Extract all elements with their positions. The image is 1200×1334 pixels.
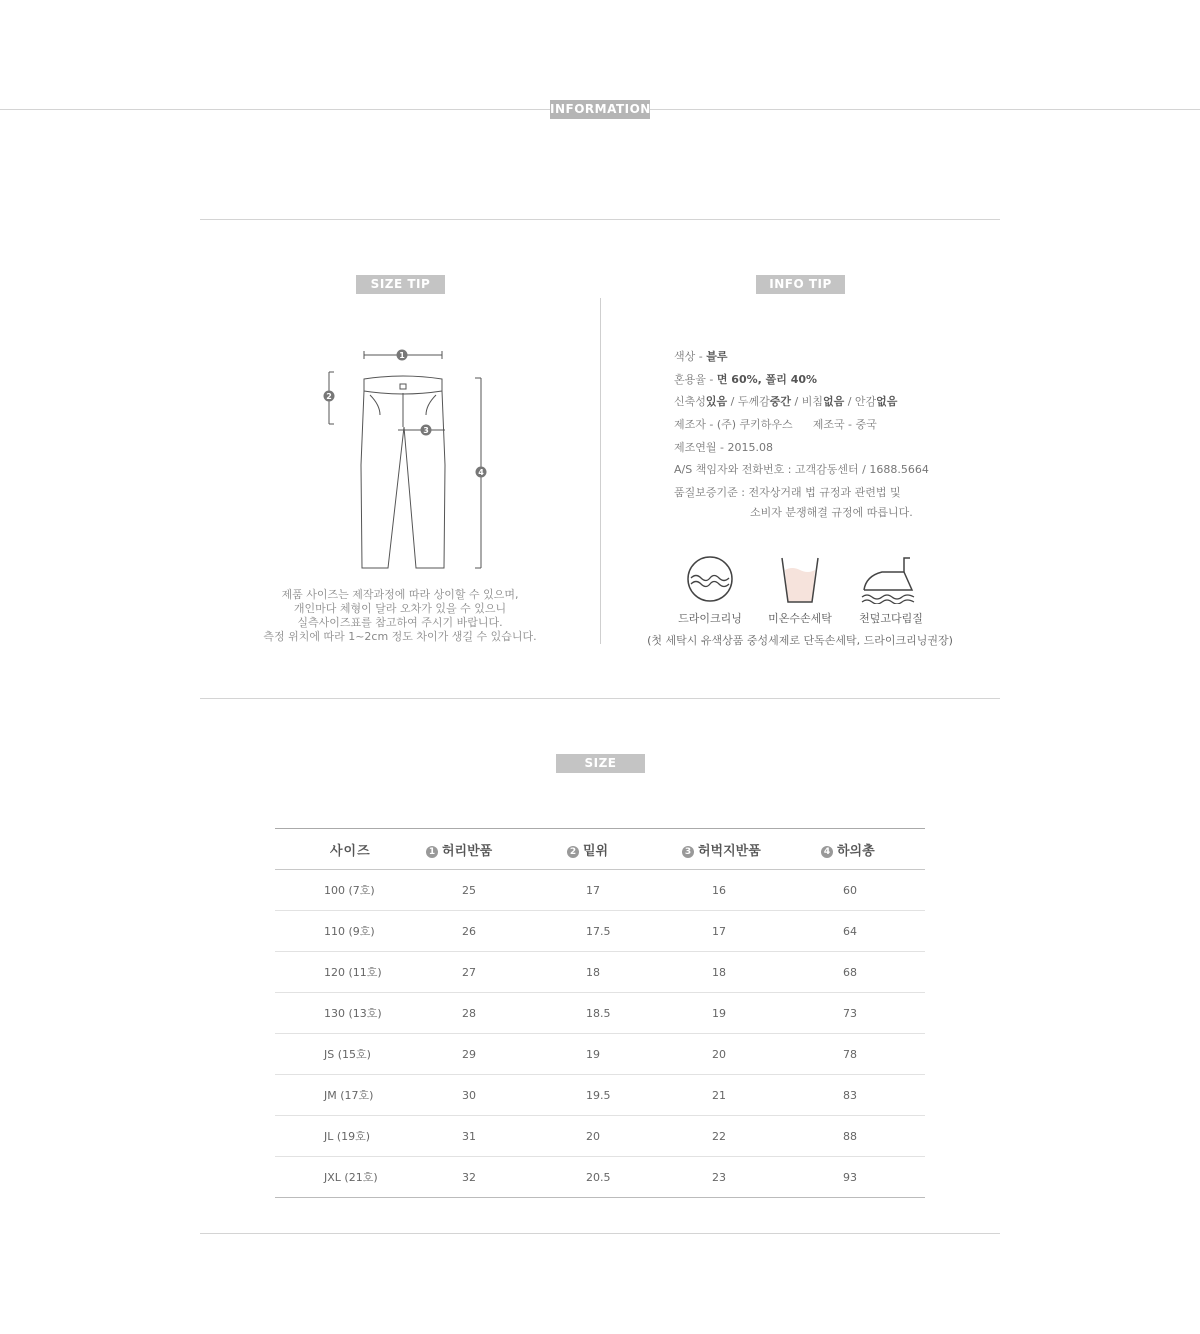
care-label-hand-wash: 미온수손세탁 xyxy=(768,612,832,625)
table-row xyxy=(275,993,925,1034)
info-blend xyxy=(674,373,817,387)
caption-line: 측정 위치에 따라 1~2cm 정도 차이가 생길 수 있습니다. xyxy=(263,630,537,643)
dry-clean-icon xyxy=(685,554,735,604)
center-divider xyxy=(600,298,601,644)
header-length xyxy=(809,829,925,870)
blend-label: 혼용율 - xyxy=(674,373,717,386)
info-warranty-2: 소비자 분쟁해결 규정에 따릅니다. xyxy=(750,506,913,519)
country-text: 제조국 - 중국 xyxy=(812,418,877,431)
cell-length: 68 xyxy=(809,952,925,993)
maker-text: 제조자 - (주) 쿠키하우스 xyxy=(674,418,793,431)
size-tip-tag: SIZE TIP xyxy=(356,275,445,294)
cell-rise: 18 xyxy=(555,952,681,993)
cell-thigh: 18 xyxy=(681,952,809,993)
header-waist-label: 허리반품 xyxy=(442,843,493,859)
cell-thigh: 23 xyxy=(681,1157,809,1198)
section-divider-top xyxy=(200,219,1000,220)
size-table-header xyxy=(275,829,925,870)
cell-waist: 25 xyxy=(425,870,555,911)
header-waist xyxy=(425,829,555,870)
cell-thigh: 17 xyxy=(681,911,809,952)
lining-value: 없음 xyxy=(876,395,898,408)
table-row xyxy=(275,870,925,911)
info-maker xyxy=(674,418,877,432)
marker-3-label: 3 xyxy=(423,426,429,435)
cell-rise: 17.5 xyxy=(555,911,681,952)
size-table xyxy=(275,828,925,1198)
cell-size: JXL (21호) xyxy=(275,1157,425,1198)
table-row xyxy=(275,1034,925,1075)
cell-length: 78 xyxy=(809,1034,925,1075)
sheer-label: / 비침 xyxy=(791,395,823,408)
cell-waist: 31 xyxy=(425,1116,555,1157)
header-thigh-label: 허벅지반품 xyxy=(698,843,761,859)
marker-2-label: 2 xyxy=(326,392,332,401)
header-thigh xyxy=(681,829,809,870)
hand-wash-icon xyxy=(779,556,821,604)
caption-line: 실측사이즈표를 참고하여 주시기 바랍니다. xyxy=(297,616,503,629)
cell-waist: 30 xyxy=(425,1075,555,1116)
cell-length: 73 xyxy=(809,993,925,1034)
info-as: A/S 책임자와 전화번호 : 고객감동센터 / 1688.5664 xyxy=(674,463,929,476)
cell-rise: 20 xyxy=(555,1116,681,1157)
cell-length: 88 xyxy=(809,1116,925,1157)
header-num-3: 3 xyxy=(682,846,694,858)
cell-rise: 19 xyxy=(555,1034,681,1075)
care-note: (첫 세탁시 유색상품 중성세제로 단독손세탁, 드라이크리닝권장) xyxy=(647,634,953,647)
cell-length: 64 xyxy=(809,911,925,952)
information-tag: INFORMATION xyxy=(550,100,650,119)
cell-thigh: 22 xyxy=(681,1116,809,1157)
cell-size: JL (19호) xyxy=(275,1116,425,1157)
info-date: 제조연월 - 2015.08 xyxy=(674,441,773,454)
cell-size: 120 (11호) xyxy=(275,952,425,993)
blend-value: 면 60%, 폴리 40% xyxy=(716,373,818,386)
cell-waist: 26 xyxy=(425,911,555,952)
sheer-value: 없음 xyxy=(822,395,845,408)
lining-label: / 안감 xyxy=(844,395,877,408)
info-properties xyxy=(674,395,897,409)
thickness-label: / 두께감 xyxy=(727,395,770,408)
table-row xyxy=(275,1075,925,1116)
cell-size: 110 (9호) xyxy=(275,911,425,952)
table-row xyxy=(275,1116,925,1157)
iron-icon xyxy=(860,554,918,604)
cell-rise: 17 xyxy=(555,870,681,911)
caption-line: 개인마다 체형이 달라 오차가 있을 수 있으니 xyxy=(293,602,507,615)
care-label-dry-clean: 드라이크리닝 xyxy=(678,612,742,625)
cell-waist: 28 xyxy=(425,993,555,1034)
stretch-value: 있음 xyxy=(705,395,728,408)
cell-length: 60 xyxy=(809,870,925,911)
info-tip-tag: INFO TIP xyxy=(756,275,845,294)
header-num-1: 1 xyxy=(426,846,438,858)
cell-thigh: 20 xyxy=(681,1034,809,1075)
section-divider-bottom xyxy=(200,1233,1000,1234)
header-rise xyxy=(555,829,681,870)
table-row xyxy=(275,952,925,993)
header-size xyxy=(275,829,425,870)
cell-waist: 32 xyxy=(425,1157,555,1198)
cell-rise: 19.5 xyxy=(555,1075,681,1116)
cell-size: 130 (13호) xyxy=(275,993,425,1034)
cell-thigh: 16 xyxy=(681,870,809,911)
header-rise-label: 밑위 xyxy=(583,843,609,859)
cell-waist: 29 xyxy=(425,1034,555,1075)
cell-size: JM (17호) xyxy=(275,1075,425,1116)
care-label-iron: 천덮고다림질 xyxy=(859,612,923,625)
cell-length: 83 xyxy=(809,1075,925,1116)
section-divider-middle xyxy=(200,698,1000,699)
pants-diagram xyxy=(318,345,498,575)
caption-line: 제품 사이즈는 제작과정에 따라 상이할 수 있으며, xyxy=(281,588,519,601)
cell-size: 100 (7호) xyxy=(275,870,425,911)
cell-thigh: 21 xyxy=(681,1075,809,1116)
marker-4-label: 4 xyxy=(478,468,484,477)
info-color xyxy=(674,350,727,364)
color-label: 색상 - xyxy=(674,350,707,363)
header-size-label: 사이즈 xyxy=(330,843,371,859)
cell-size: JS (15호) xyxy=(275,1034,425,1075)
table-row xyxy=(275,911,925,952)
info-warranty-1: 품질보증기준 : 전자상거래 법 규정과 관련법 및 xyxy=(674,486,901,499)
thickness-value: 중간 xyxy=(769,395,791,408)
header-length-label: 하의총 xyxy=(837,843,875,859)
cell-waist: 27 xyxy=(425,952,555,993)
marker-1-label: 1 xyxy=(399,351,405,360)
stretch-label: 신축성 xyxy=(674,395,706,408)
cell-thigh: 19 xyxy=(681,993,809,1034)
size-tag: SIZE xyxy=(556,754,645,773)
header-num-2: 2 xyxy=(567,846,579,858)
cell-rise: 18.5 xyxy=(555,993,681,1034)
color-value: 블루 xyxy=(706,350,728,363)
table-row xyxy=(275,1157,925,1198)
size-tip-caption xyxy=(230,588,570,644)
header-num-4: 4 xyxy=(821,846,833,858)
cell-length: 93 xyxy=(809,1157,925,1198)
cell-rise: 20.5 xyxy=(555,1157,681,1198)
